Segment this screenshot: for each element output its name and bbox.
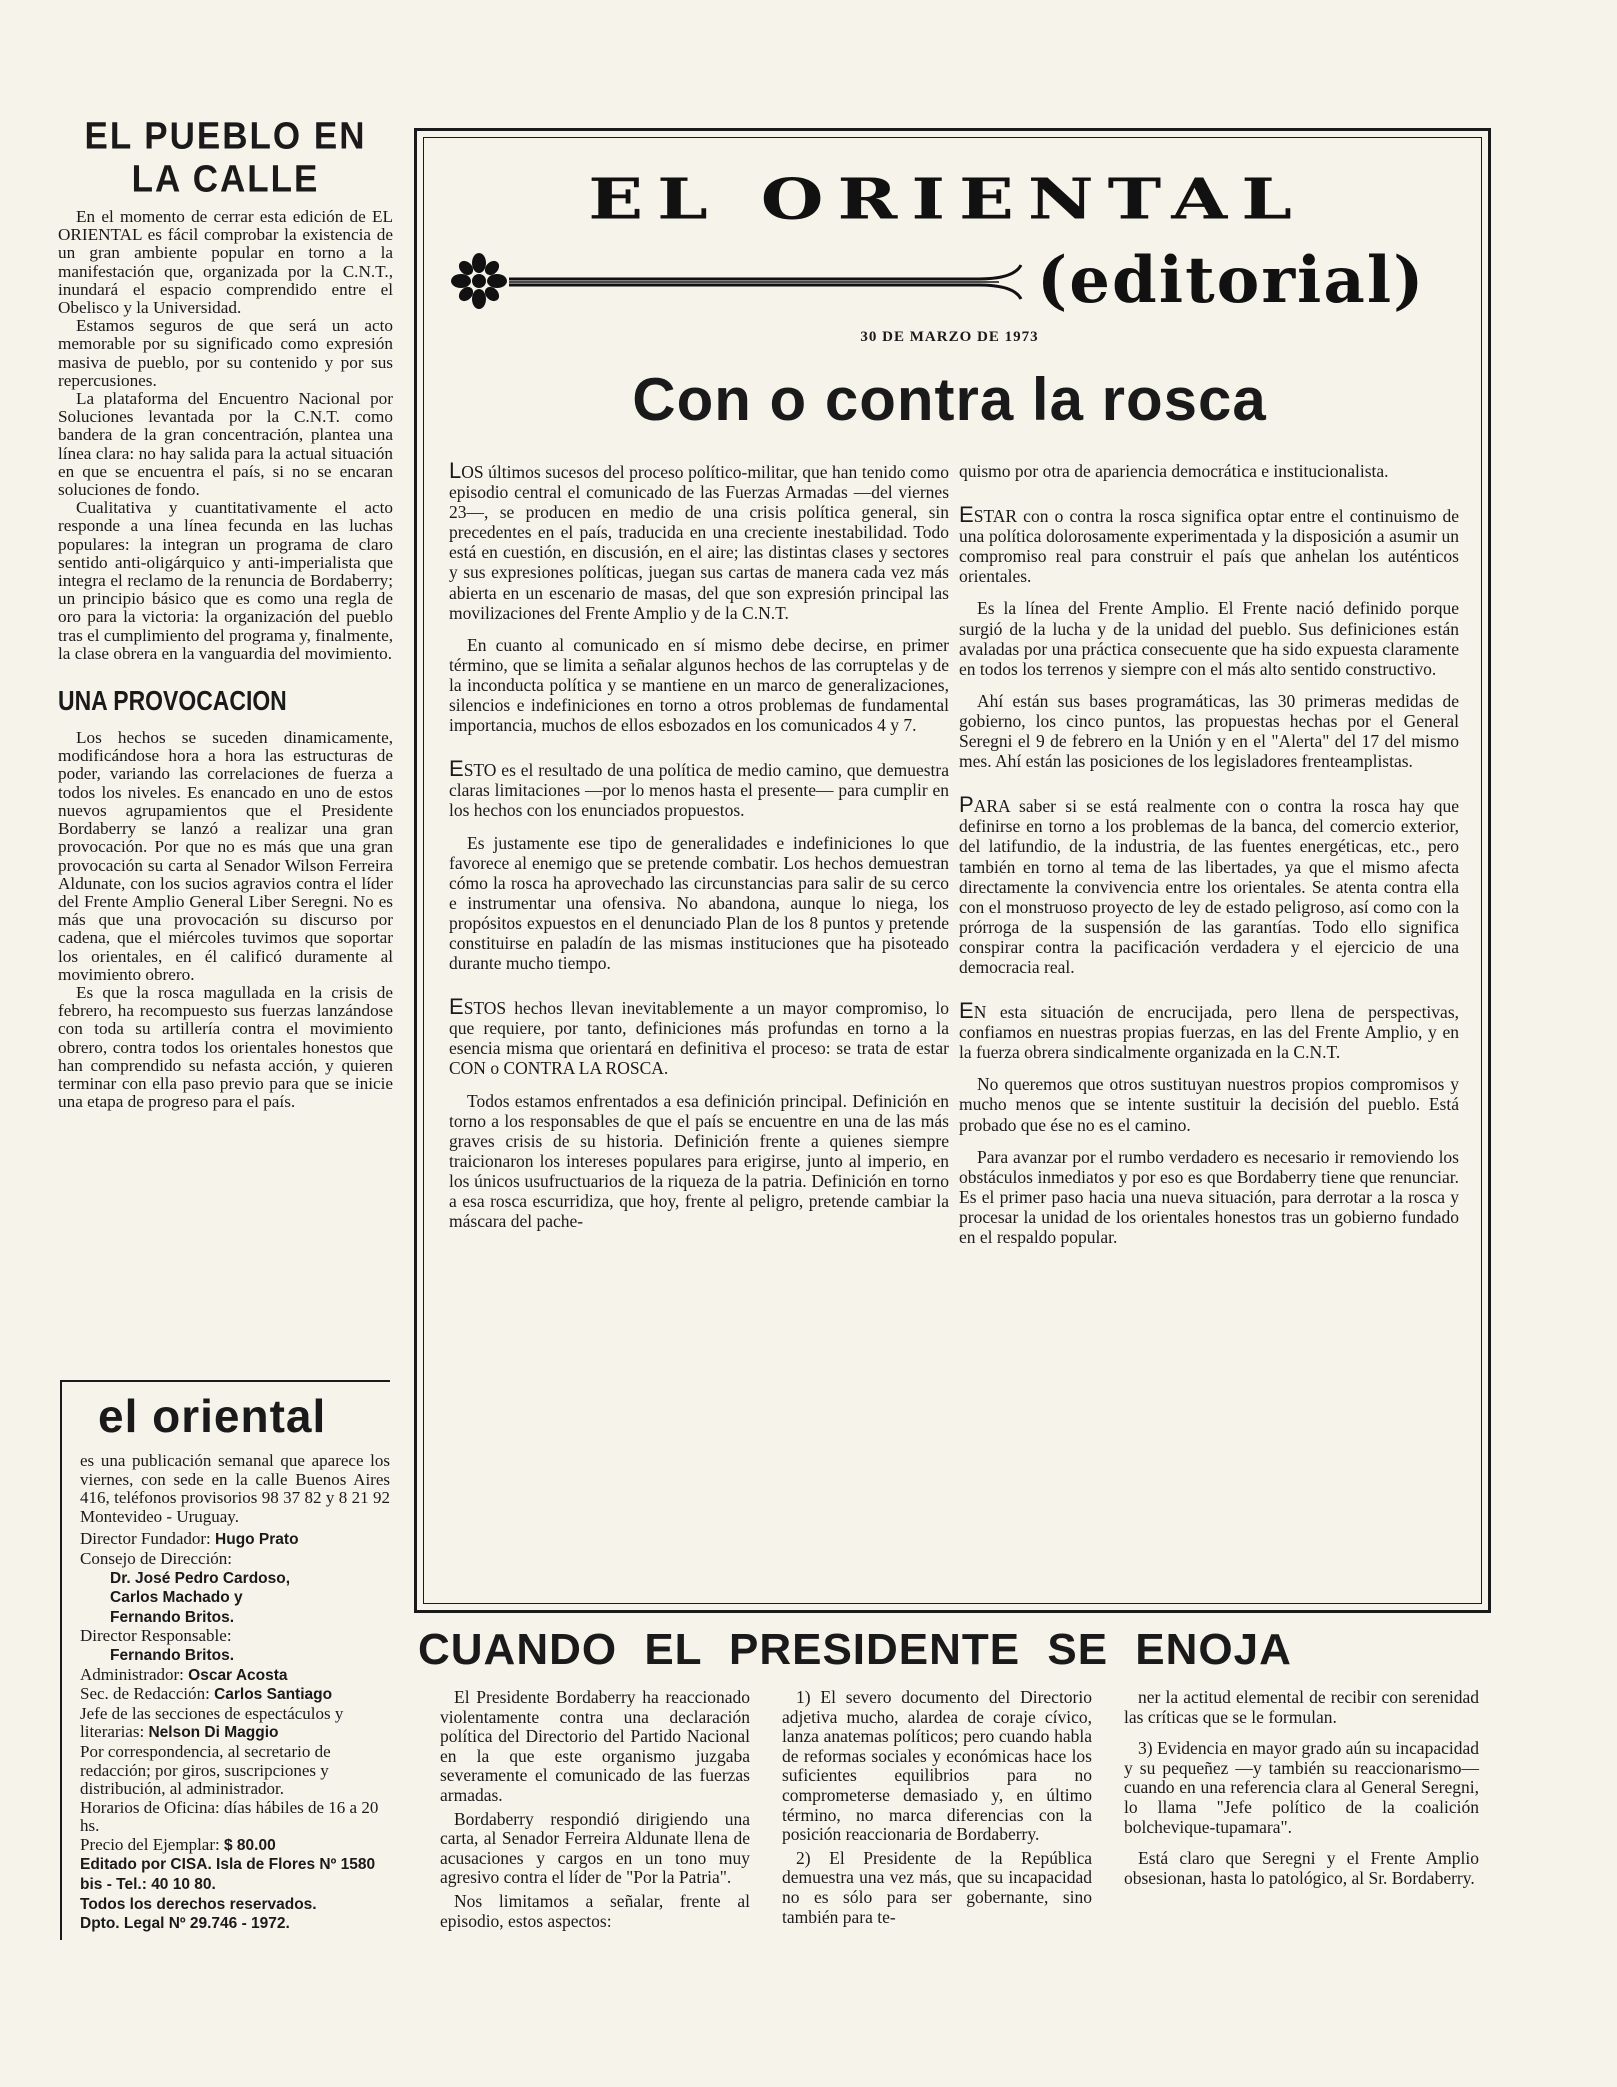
paragraph-text: Está claro que Seregni y el Frente Amplio obsesionan, hasta lo patológico, al Sr. Bordaberry. bbox=[1124, 1848, 1479, 1888]
credit-value: Oscar Acosta bbox=[188, 1666, 288, 1684]
article-paragraph bbox=[449, 756, 949, 821]
credit-label: Director Fundador: bbox=[80, 1529, 216, 1549]
editorial-column-2 bbox=[959, 461, 1459, 1259]
credit-line bbox=[80, 1666, 390, 1686]
initial-letter: E bbox=[959, 998, 974, 1024]
paragraph-text: Ahí están sus bases programáticas, las 30 primeras medidas de gobierno, los cinco puntos, las propuestas hechas por el General Seregni el 9 de febrero en la Unión y en el "Alerta" del 17 del mismo mes. Ahí están las posiciones de los legisladores frenteamplistas. bbox=[959, 690, 1459, 772]
paragraph: Es que la rosca magullada en la crisis de febrero, ha recompuesto sus fuerzas lanzándose con toda su artillería contra el movimiento obrero, contra todos los orientales honestos que han comprendido su nefasta acción, y quieren terminar con ella paso previo para que se inicie una etapa de progreso para el país. bbox=[58, 982, 393, 1112]
credit-value: Dpto. Legal Nº 29.746 - 1972. bbox=[80, 1915, 290, 1933]
initial-letter: L bbox=[449, 458, 462, 483]
paragraph-text: 2) El Presidente de la República demuestra una vez más, que su incapacidad no es sólo para ser gobernante, sino también para te- bbox=[782, 1847, 1092, 1927]
publication-info-box bbox=[60, 1380, 390, 1940]
credit-value: Carlos Machado y bbox=[110, 1589, 243, 1607]
left-paragraphs-2 bbox=[58, 729, 393, 1111]
credit-line bbox=[80, 1685, 390, 1705]
credit-value: Todos los derechos reservados. bbox=[80, 1895, 317, 1913]
initial-letter: E bbox=[449, 994, 464, 1020]
article-paragraph bbox=[449, 458, 949, 623]
paragraph-text: STO es el resultado de una política de medio camino, que demuestra claras limitaciones —por lo menos hasta el presente— para cumplir en los hechos con los enunciados propuestos. bbox=[449, 760, 949, 821]
article-paragraph bbox=[782, 1688, 1092, 1845]
article-paragraph bbox=[959, 1074, 1459, 1134]
credit-value: $ 80.00 bbox=[223, 1836, 276, 1854]
left-subheading: UNA PROVOCACION bbox=[58, 685, 287, 717]
credit-value: Fernando Britos. bbox=[110, 1646, 235, 1664]
paragraph-text: Es la línea del Frente Amplio. El Frente nació definido porque surgió de la lucha y de la unidad del pueblo. Sus definiciones están avaladas por una práctica consecuente que ha sido expuesta claramente en todos los terrenos y siempre con el más alto sentido constructivo. bbox=[959, 598, 1459, 679]
paragraph-text: STOS hechos llevan inevitablemente a un mayor compromiso, lo que requiere, por tanto, definiciones más profundas en torno a la esencia misma que orientará en definitiva el proceso: se trata de estar CON o CONTRA LA ROSCA. bbox=[449, 998, 949, 1079]
paragraph-text: No queremos que otros sustituyan nuestros propios compromisos y mucho menos que se intente sustituir la decisión del pueblo. Está probado que ése no es el camino. bbox=[959, 1074, 1459, 1135]
paragraph-text: quismo por otra de apariencia democrática e institucionalista. bbox=[959, 461, 1389, 481]
article-paragraph bbox=[440, 1688, 750, 1806]
credit-line bbox=[80, 1895, 390, 1915]
paragraph: La plataforma del Encuentro Nacional por Soluciones levantada por la C.N.T. como bandera de la gran concentración, plantea una línea clara: no hay salida para la actual situación en que se encuentra el país, si no se encaran soluciones de fondo. bbox=[58, 389, 393, 500]
credit-value: Dr. José Pedro Cardoso, bbox=[110, 1569, 291, 1587]
credit-line bbox=[80, 1914, 390, 1934]
article-paragraph bbox=[959, 502, 1459, 587]
credit-line bbox=[80, 1627, 390, 1646]
initial-letter: E bbox=[959, 502, 974, 528]
article-paragraph bbox=[1124, 1849, 1479, 1888]
article-paragraph bbox=[782, 1849, 1092, 1927]
credit-value: Hugo Prato bbox=[215, 1531, 299, 1549]
editorial-date: 30 DE MARZO DE 1973 bbox=[860, 329, 1039, 345]
article-paragraph bbox=[449, 833, 949, 974]
credit-line bbox=[80, 1743, 390, 1799]
paragraph-text: Todos estamos enfrentados a esa definición principal. Definición en torno a los responsables de que el país se encuentre en una de las más graves crisis de su historia. Definición frente a quienes siempre traicionaron los intereses populares para erigirse, junto al imperio, en los únicos usufructuarios de la riqueza de la patria. Definición en torno a esa rosca escurridiza, que hoy, frente al peligro, pretende cambiar la máscara del pache- bbox=[449, 1090, 949, 1232]
article-paragraph bbox=[959, 461, 1459, 481]
paragraph: Los hechos se suceden dinamicamente, modificándose hora a hora las estructuras de poder, variando las correlaciones de fuerza a todos los niveles. Es enancado en uno de estos nuevos agrupamientos que el Presidente Bordaberry se lanzó a realizar una gran provocación. Por que no es más que una gran provocación su carta al Senador Wilson Ferreira Aldunate, con los sucios agravios contra el líder del Frente Amplio General Liber Seregni. No es más que una provocación su discurso por cadena, que el miércoles tuvimos que soportar los orientales, en él calificó duramente al movimiento obrero. bbox=[58, 728, 393, 984]
bottom-column-1 bbox=[440, 1688, 750, 1935]
credit-line bbox=[80, 1855, 390, 1894]
article-paragraph bbox=[440, 1892, 750, 1931]
credit-line bbox=[80, 1569, 390, 1589]
credit-label: Administrador: bbox=[80, 1664, 189, 1684]
credit-label: Jefe de las secciones de espectáculos y literarias: bbox=[80, 1703, 344, 1742]
publication-credits bbox=[80, 1530, 390, 1933]
credit-line bbox=[80, 1646, 390, 1666]
paragraph-text: Para avanzar por el rumbo verdadero es necesario ir removiendo los obstáculos inmediatos y por eso es que Bordaberry tiene que renunciar. Es el primer paso hacia una nueva situación, para derrotar a la rosca y procesar la unidad de los orientales honestos tras un gobierno fundado en el respaldo popular. bbox=[959, 1146, 1459, 1247]
credit-line bbox=[80, 1799, 390, 1836]
paragraph-text: El Presidente Bordaberry ha reaccionado violentamente contra una declaración política del Directorio del Partido Nacional en la que este organismo juzgaba severamente el comunicado de las fuerzas armadas. bbox=[440, 1687, 750, 1805]
editorial-headline: Con o contra la rosca bbox=[632, 366, 1267, 433]
credit-label: Consejo de Dirección: bbox=[80, 1548, 233, 1568]
paragraph-text: N esta situación de encrucijada, pero llena de perspectivas, confiamos en nuestras propias fuerzas, en las del Frente Amplio, y en la fuerza obrera sindicalmente organizada en la C.N.T. bbox=[959, 1002, 1459, 1063]
editorial-label: (editorial) bbox=[1037, 243, 1426, 318]
credit-label: Por correspondencia, al secretario de redacción; por giros, suscripciones y distribución, al administrador. bbox=[80, 1741, 331, 1799]
paragraph-text: 1) El severo documento del Directorio adjetiva mucho, alardea de coraje cívico, lanza anatemas políticos; pero cuando habla de reformas sociales y económicas hace los suficientes equilibrios para no comprometerse demasiado y, en último término, no marca diferencias con la posición reaccionaria de Bordaberry. bbox=[782, 1687, 1092, 1845]
credit-line bbox=[80, 1530, 390, 1550]
credit-value: Nelson Di Maggio bbox=[148, 1724, 279, 1742]
paragraph: Cualitativa y cuantitativamente el acto responde a una línea fecunda en las luchas populares: la integran un programa de claro sentido anti-oligárquico y anti-imperialista que integra el reclamo de la renuncia de Bordaberry; un principio básico que es como una regla de oro para la victoria: la organización del pueblo tras el cumplimiento del programa y, finalmente, la clase obrera en la vanguardia del movimiento. bbox=[58, 498, 393, 663]
paragraph-text: En cuanto al comunicado en sí mismo debe decirse, en primer término, que se limita a señalar algunos hechos de las corruptelas y de la inconducta política y se mantiene en un marco de generalizaciones, silencios e indefiniciones en torno a otros problemas de fundamental importancia, muchos de ellos esbozados en los comunicados 4 y 7. bbox=[449, 634, 949, 736]
article-paragraph bbox=[449, 635, 949, 735]
credit-line bbox=[80, 1705, 390, 1743]
left-paragraphs bbox=[58, 208, 393, 663]
credit-label: Horarios de Oficina: días hábiles de 16 a 20 hs. bbox=[80, 1797, 379, 1836]
paragraph-text: Nos limitamos a señalar, frente al episodio, estos aspectos: bbox=[440, 1890, 750, 1931]
bottom-column-2 bbox=[782, 1688, 1092, 1931]
paragraph-text: ARA saber si se está realmente con o contra la rosca hay que definirse en torno a los problemas de la banca, del comercio exterior, del latifundio, de la industria, de las fuentes energéticas, etc., pero también en torno al tema de las libertades, ya que el mismo afecta directamente la convivencia entre los orientales. Se atenta contra ella con el monstruoso proyecto de ley de estado peligroso, así como con la prórroga de la suspensión de las garantías. Todo ello significa conspirar contra la pacificación verdadera y el ejercicio de una democracia real. bbox=[959, 796, 1459, 977]
article-paragraph bbox=[1124, 1739, 1479, 1837]
paragraph: En el momento de cerrar esta edición de EL ORIENTAL es fácil comprobar la existencia de un gran ambiente popular en torno a la manifestación que, organizada por la C.N.T., inundará el espacio comprendido entre el Obelisco y la Universidad. bbox=[58, 207, 393, 318]
credit-value: Carlos Santiago bbox=[214, 1686, 333, 1704]
paragraph: Estamos seguros de que será un acto memorable por su significado como expresión masiva de pueblo, por su contenido y por sus repercusiones. bbox=[58, 316, 393, 390]
credit-value: Editado por CISA. Isla de Flores Nº 1580 bis - Tel.: 40 10 80. bbox=[80, 1856, 376, 1894]
paragraph-text: Es justamente ese tipo de generalidades e indefiniciones lo que favorece al enemigo que se pretende combatir. Los hechos demuestran cómo la rosca ha aprovechado las circunstancias para salir de su cerco e instrumentar una ofensiva. No abandona, aunque lo niega, los propósitos expuestos en el denunciado Plan de los 8 puntos y pretende constituirse en paladín de las mismas instituciones que ha pisoteado durante mucho tiempo. bbox=[449, 832, 949, 974]
credit-label: Director Responsable: bbox=[80, 1626, 232, 1646]
article-paragraph bbox=[959, 1147, 1459, 1247]
paragraph-text: STAR con o contra la rosca significa optar entre el continuismo de una política dolorosamente experimentada y la disposición a asumir un compromiso real para construir el país que anhelan los auténticos orientales. bbox=[959, 506, 1459, 587]
editorial-column-1 bbox=[449, 458, 949, 1243]
credit-label: Sec. de Redacción: bbox=[80, 1684, 215, 1704]
article-paragraph bbox=[959, 691, 1459, 771]
bottom-column-3 bbox=[1124, 1688, 1479, 1892]
paragraph-text: 3) Evidencia en mayor grado aún su incapacidad y su pequeñez —y también su reaccionarismo— cuando en una referencia clara al General Seregni, lo llama "Jefe político de la coalición bolchevique-tupamara". bbox=[1124, 1738, 1479, 1837]
credit-value: Fernando Britos. bbox=[110, 1608, 235, 1626]
credit-line bbox=[80, 1550, 390, 1569]
publication-title: el oriental bbox=[98, 1390, 327, 1442]
credit-line bbox=[80, 1608, 390, 1628]
credit-label: Precio del Ejemplar: bbox=[80, 1834, 224, 1854]
ornament-lines bbox=[509, 261, 1029, 301]
flower-ornament-icon bbox=[447, 249, 511, 313]
article-paragraph bbox=[1124, 1688, 1479, 1727]
paragraph-text: ner la actitud elemental de recibir con serenidad las críticas que se le formulan. bbox=[1124, 1687, 1479, 1727]
article-paragraph bbox=[959, 598, 1459, 678]
masthead: EL ORIENTAL bbox=[588, 165, 1306, 232]
paragraph-text: Bordaberry respondió dirigiendo una carta, al Senador Ferreira Aldunate llena de acusaciones y cargos en un tono muy agresivo contra el líder de "Por la Patria". bbox=[440, 1808, 750, 1888]
bottom-headline: CUANDO EL PRESIDENTE SE ENOJA bbox=[418, 1625, 1292, 1674]
article-paragraph bbox=[449, 994, 949, 1079]
left-heading: EL PUEBLO EN LA CALLE bbox=[84, 114, 367, 201]
publication-intro: es una publicación semanal que aparece los viernes, con sede en la calle Buenos Aires 416, teléfonos provisorios 98 37 82 y 8 21 92 Montevideo - Uruguay. bbox=[80, 1451, 390, 1526]
article-paragraph bbox=[440, 1810, 750, 1888]
left-column bbox=[58, 114, 393, 1112]
credit-line bbox=[80, 1836, 390, 1856]
initial-letter: E bbox=[449, 756, 464, 782]
paragraph-text: OS últimos sucesos del proceso político-militar, que han tenido como episodio central el comunicado de las Fuerzas Armadas —del viernes 23—, se producen en medio de una crisis política general, sin precedentes en el país, traducida en una creciente inestabilidad. Todo está en cuestión, en discusión, en el aire; las distintas clases y sectores y sus expresiones políticas, juegan sus cartas de manera cada vez más abierta en un escenario de masas, del que son expresión principal las movilizaciones del Frente Amplio y de la C.N.T. bbox=[449, 462, 949, 623]
article-paragraph bbox=[959, 792, 1459, 977]
credit-line bbox=[80, 1588, 390, 1608]
article-paragraph bbox=[959, 998, 1459, 1063]
editorial-box bbox=[414, 128, 1491, 1613]
initial-letter: P bbox=[959, 792, 974, 818]
article-paragraph bbox=[449, 1091, 949, 1232]
